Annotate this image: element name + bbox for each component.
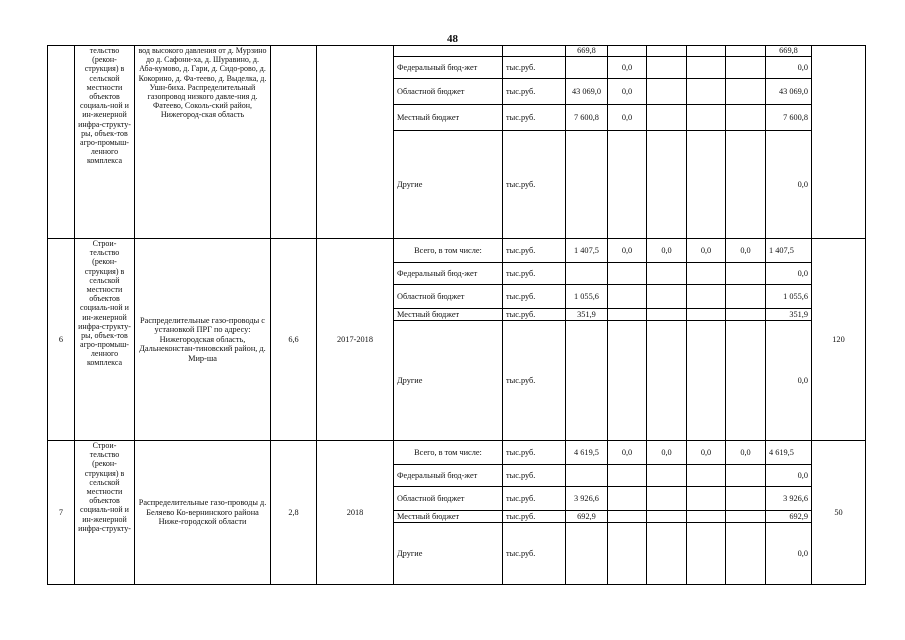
value-cell (566, 131, 608, 239)
total-cell: 43 069,0 (766, 79, 812, 105)
value-cell (647, 523, 687, 585)
unit-cell: тыс.руб. (503, 465, 566, 487)
funding-source: Федеральный бюд-жет (394, 263, 503, 285)
value-cell (647, 309, 687, 321)
total-cell: 1 055,6 (766, 285, 812, 309)
value-cell (647, 285, 687, 309)
value-cell: 0,0 (687, 239, 726, 263)
value-cell (608, 465, 647, 487)
years-cell: 2018 (317, 441, 394, 585)
total-cell: 0,0 (766, 465, 812, 487)
value-cell (687, 263, 726, 285)
value-cell (608, 46, 647, 57)
value-cell (647, 465, 687, 487)
value-cell (687, 105, 726, 131)
value-cell (726, 321, 766, 441)
length-cell (271, 46, 317, 239)
value-cell: 0,0 (608, 57, 647, 79)
value-cell (647, 263, 687, 285)
value-cell: 0,0 (726, 441, 766, 465)
funding-source: Областной бюджет (394, 487, 503, 511)
length-cell: 6,6 (271, 239, 317, 441)
row-number-cell (48, 46, 75, 239)
object-description: Распределительные газо-проводы д. Беляево Ко-вернинского района Ниже-городской области (135, 441, 271, 585)
value-cell (566, 465, 608, 487)
category-cell: Строи-тельство (рекон-струкция) в сельской местности объектов социаль-ной и ин-женерной инфра-структу-ры, объек-тов агро-промыш-ленного комплекса (75, 239, 135, 441)
funding-source: Областной бюджет (394, 79, 503, 105)
years-cell: 2017-2018 (317, 239, 394, 441)
unit-cell: тыс.руб. (503, 79, 566, 105)
unit-cell: тыс.руб. (503, 487, 566, 511)
funding-source: Всего, в том числе: (394, 239, 503, 263)
total-cell: 0,0 (766, 57, 812, 79)
value-cell (647, 131, 687, 239)
category-cell: Строи-тельство (рекон-струкция) в сельской местности объектов социаль-ной и ин-женерной инфра-структу- (75, 441, 135, 585)
value-cell: 0,0 (726, 239, 766, 263)
value-cell (687, 309, 726, 321)
capacity-cell: 120 (812, 239, 866, 441)
value-cell (608, 131, 647, 239)
value-cell (687, 487, 726, 511)
unit-cell: тыс.руб. (503, 131, 566, 239)
unit-cell (503, 46, 566, 57)
value-cell (726, 131, 766, 239)
total-cell: 0,0 (766, 523, 812, 585)
funding-source: Другие (394, 523, 503, 585)
page-number: 48 (447, 33, 458, 45)
total-cell: 7 600,8 (766, 105, 812, 131)
funding-source: Другие (394, 131, 503, 239)
funding-source: Областной бюджет (394, 285, 503, 309)
value-cell: 7 600,8 (566, 105, 608, 131)
row-number-cell: 6 (48, 239, 75, 441)
value-cell (687, 46, 726, 57)
value-cell (687, 131, 726, 239)
value-cell (608, 523, 647, 585)
value-cell (647, 46, 687, 57)
funding-source: Федеральный бюд-жет (394, 465, 503, 487)
value-cell (726, 511, 766, 523)
total-cell: 692,9 (766, 511, 812, 523)
value-cell: 0,0 (608, 441, 647, 465)
total-cell: 3 926,6 (766, 487, 812, 511)
total-cell: 669,8 (766, 46, 812, 57)
value-cell (726, 465, 766, 487)
value-cell (687, 79, 726, 105)
value-cell (608, 487, 647, 511)
value-cell (726, 487, 766, 511)
value-cell (726, 309, 766, 321)
total-cell: 1 407,5 (766, 239, 812, 263)
value-cell (647, 321, 687, 441)
value-cell: 4 619,5 (566, 441, 608, 465)
total-cell: 351,9 (766, 309, 812, 321)
value-cell: 0,0 (647, 239, 687, 263)
value-cell (726, 285, 766, 309)
value-cell (566, 321, 608, 441)
value-cell (726, 105, 766, 131)
table-row (48, 46, 866, 57)
category-cell: тельство (рекон-струкция) в сельской местности объектов социаль-ной и ин-женерной инфра-структу-ры, объек-тов агро-промыш-ленного комплекса (75, 46, 135, 239)
funding-source: Местный бюджет (394, 105, 503, 131)
unit-cell: тыс.руб. (503, 441, 566, 465)
value-cell (566, 523, 608, 585)
value-cell (566, 57, 608, 79)
value-cell: 669,8 (566, 46, 608, 57)
value-cell (647, 511, 687, 523)
unit-cell: тыс.руб. (503, 523, 566, 585)
funding-source (394, 46, 503, 57)
unit-cell: тыс.руб. (503, 285, 566, 309)
value-cell (608, 263, 647, 285)
unit-cell: тыс.руб. (503, 57, 566, 79)
funding-source: Местный бюджет (394, 309, 503, 321)
value-cell (726, 46, 766, 57)
value-cell: 0,0 (608, 239, 647, 263)
table-row (48, 441, 866, 465)
funding-source: Местный бюджет (394, 511, 503, 523)
value-cell: 0,0 (608, 79, 647, 105)
unit-cell: тыс.руб. (503, 309, 566, 321)
total-cell: 0,0 (766, 131, 812, 239)
value-cell: 351,9 (566, 309, 608, 321)
object-description: вод высокого давления от д. Мурзино до д. Сафони-ха, д. Шуравино, д. Аба-кумово, д. Гари, д. Сидо-рово, д. Кокорино, д. Фа-теево, д. Выделка, д. Ушн-биха. Распределительный газопровод низкого давле-ния д. Фатеево, Соколь-ский район, Нижегород-ская область (135, 46, 271, 239)
value-cell (726, 57, 766, 79)
years-cell (317, 46, 394, 239)
value-cell (647, 487, 687, 511)
value-cell: 1 055,6 (566, 285, 608, 309)
value-cell (687, 57, 726, 79)
total-cell: 0,0 (766, 263, 812, 285)
value-cell: 692,9 (566, 511, 608, 523)
value-cell: 3 926,6 (566, 487, 608, 511)
value-cell (608, 309, 647, 321)
value-cell (726, 79, 766, 105)
unit-cell: тыс.руб. (503, 239, 566, 263)
value-cell (647, 105, 687, 131)
funding-source: Другие (394, 321, 503, 441)
unit-cell: тыс.руб. (503, 511, 566, 523)
value-cell (687, 321, 726, 441)
value-cell (726, 263, 766, 285)
table-row (48, 239, 866, 263)
value-cell (647, 79, 687, 105)
total-cell: 4 619,5 (766, 441, 812, 465)
value-cell (687, 511, 726, 523)
value-cell: 0,0 (687, 441, 726, 465)
unit-cell: тыс.руб. (503, 105, 566, 131)
unit-cell: тыс.руб. (503, 321, 566, 441)
value-cell (687, 465, 726, 487)
row-number-cell: 7 (48, 441, 75, 585)
value-cell: 0,0 (647, 441, 687, 465)
capacity-cell (812, 46, 866, 239)
value-cell (687, 523, 726, 585)
funding-source: Федеральный бюд-жет (394, 57, 503, 79)
total-cell: 0,0 (766, 321, 812, 441)
value-cell: 43 069,0 (566, 79, 608, 105)
value-cell (608, 285, 647, 309)
unit-cell: тыс.руб. (503, 263, 566, 285)
investment-table (47, 45, 866, 585)
funding-source: Всего, в том числе: (394, 441, 503, 465)
value-cell: 0,0 (608, 105, 647, 131)
value-cell (687, 285, 726, 309)
length-cell: 2,8 (271, 441, 317, 585)
value-cell (647, 57, 687, 79)
value-cell (608, 321, 647, 441)
value-cell (726, 523, 766, 585)
value-cell (566, 263, 608, 285)
value-cell (608, 511, 647, 523)
object-description: Распределительные газо-проводы с установкой ПРГ по адресу: Нижегородская область, Дальнеконстан-тиновский район, д. Мир-ша (135, 239, 271, 441)
value-cell: 1 407,5 (566, 239, 608, 263)
capacity-cell: 50 (812, 441, 866, 585)
